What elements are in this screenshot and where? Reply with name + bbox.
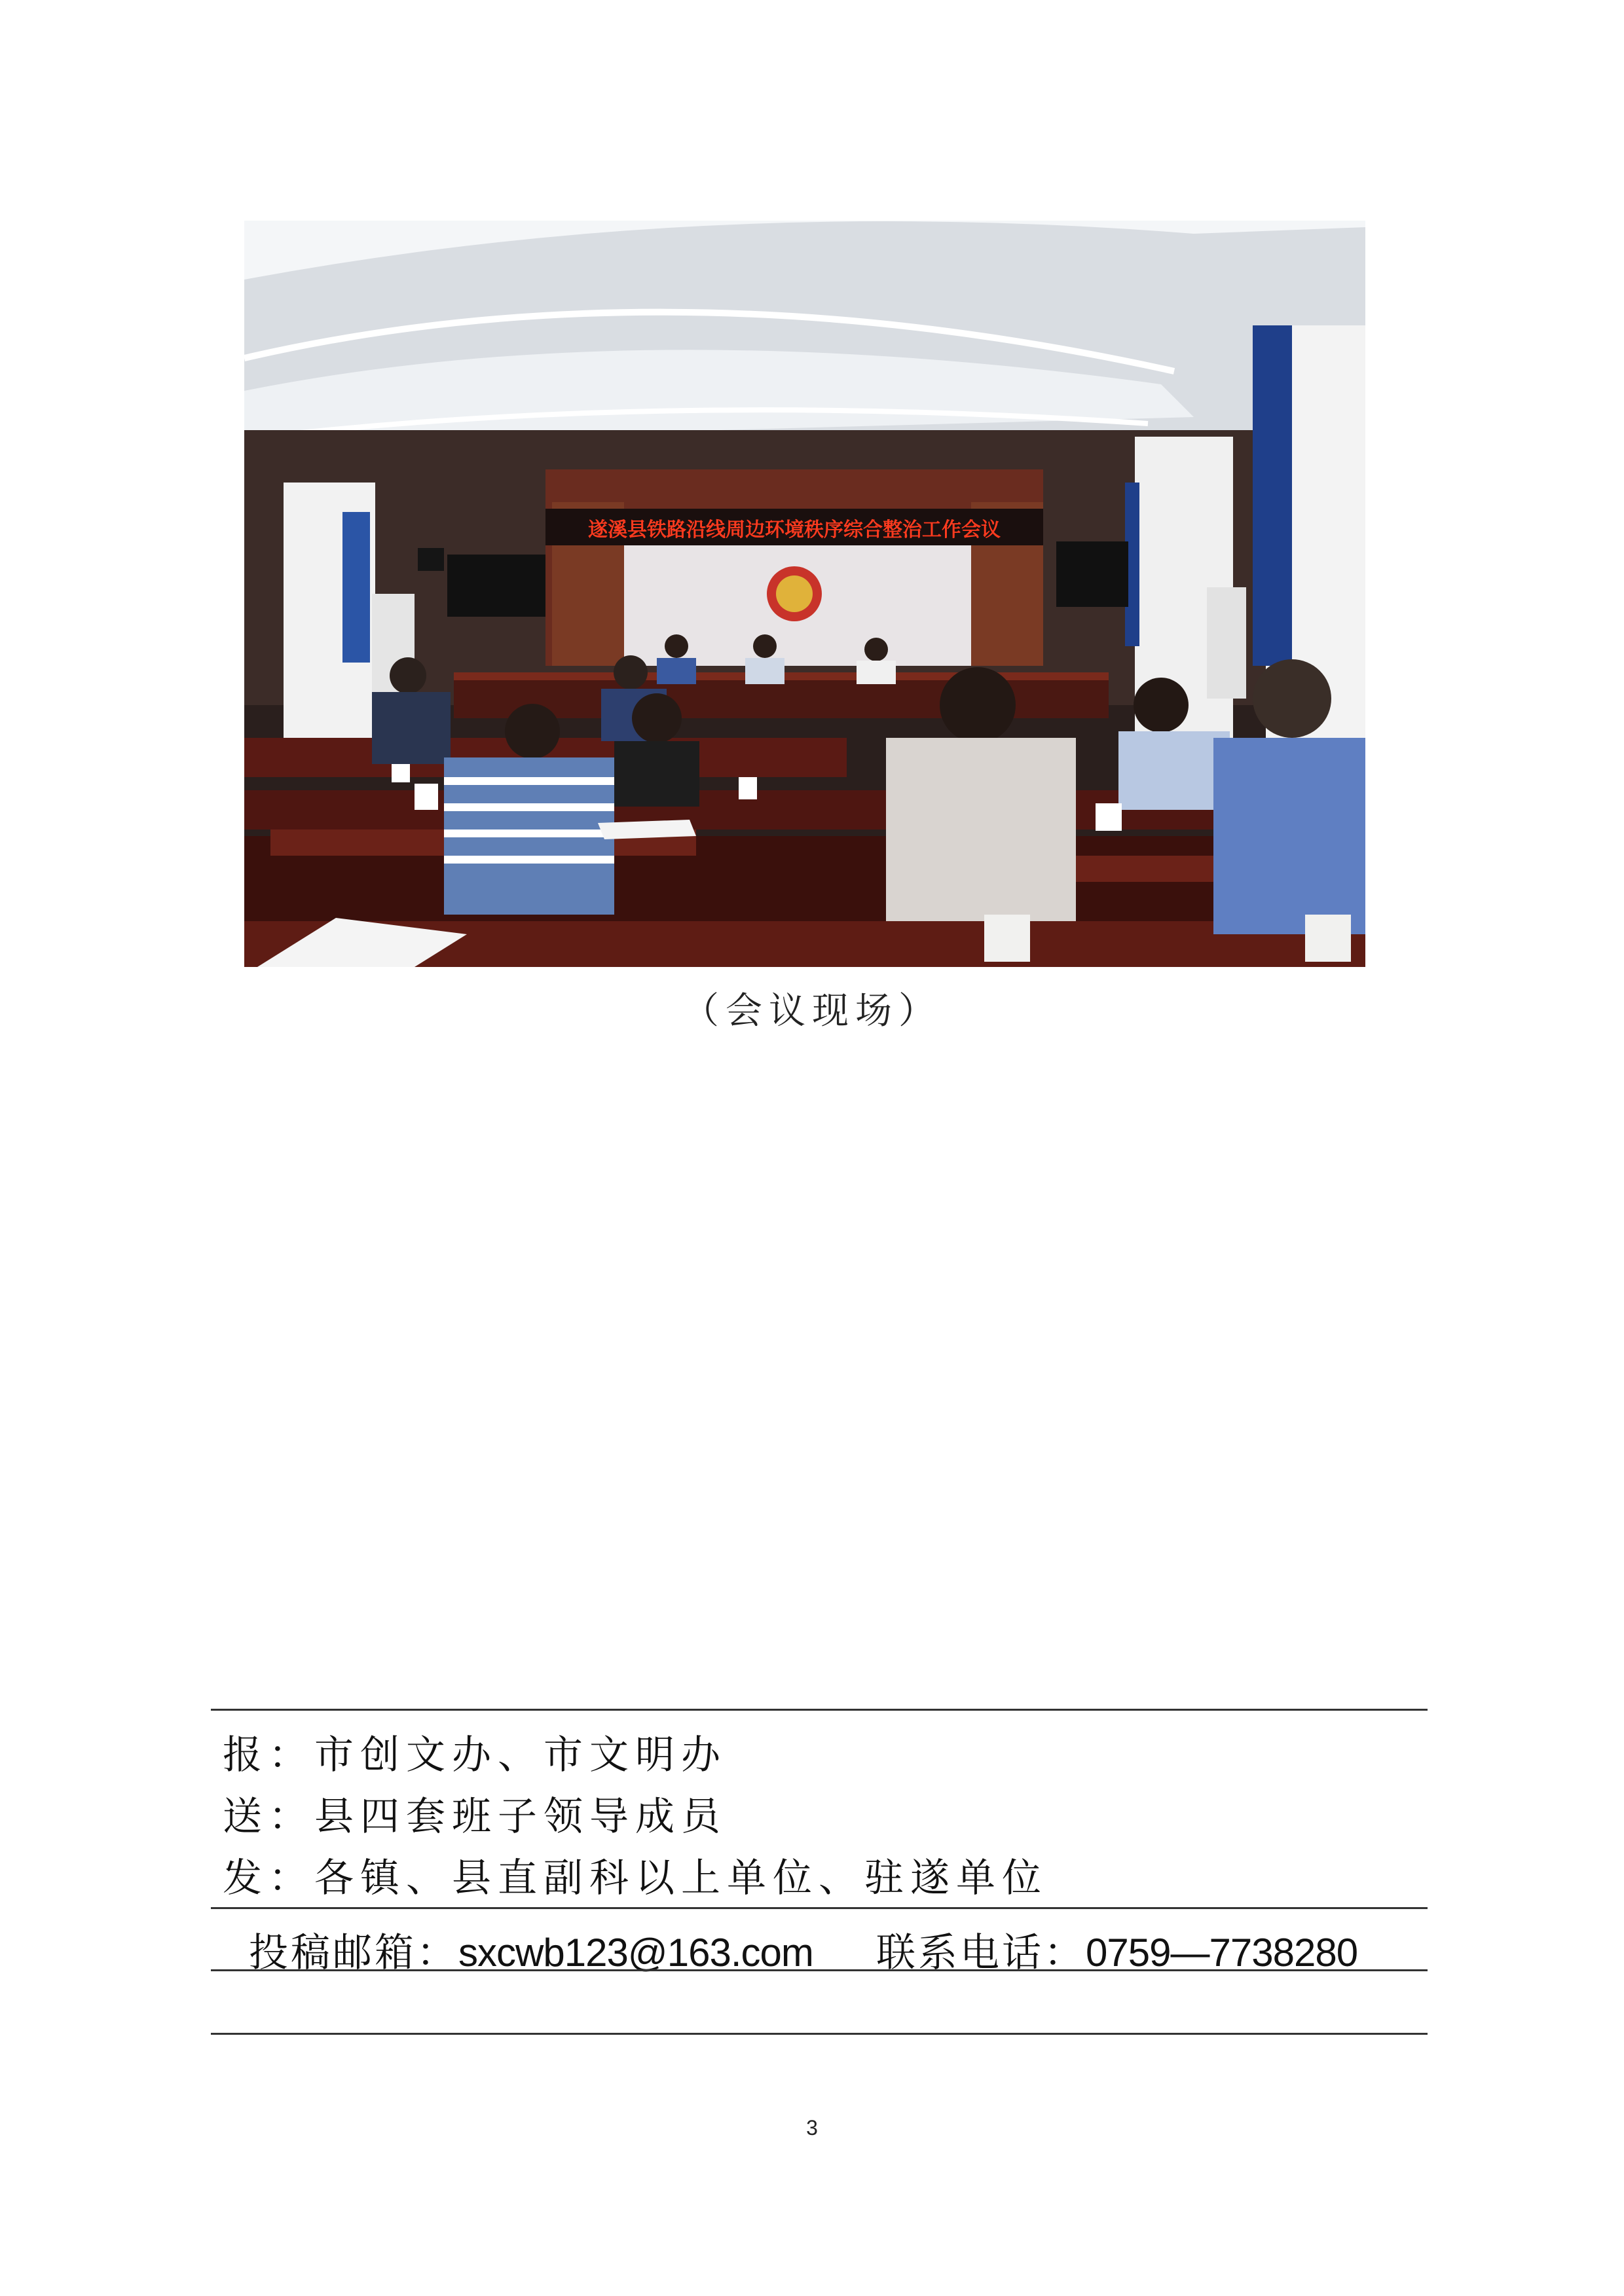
issue-to-line: 发：各镇、县直副科以上单位、驻遂单位: [223, 1855, 1048, 1901]
distribution-top-rule: [211, 1709, 1428, 1711]
phone-label: 联系电话：: [876, 1930, 1086, 1976]
contact-bottom-rule: [211, 1969, 1428, 1971]
led-banner-text: 遂溪县铁路沿线周边环境秩序综合整治工作会议: [588, 519, 1001, 541]
meeting-scene-illustration: [244, 221, 1365, 967]
email-address: sxcwb123@163.com: [458, 1931, 813, 1975]
photo-caption: （会议现场）: [682, 990, 942, 1032]
phone-number: 0759—7738280: [1086, 1931, 1358, 1975]
meeting-photo: [244, 221, 1365, 967]
page-number: 3: [806, 2116, 818, 2140]
footer-rule: [211, 2033, 1428, 2035]
contact-top-rule: [211, 1907, 1428, 1909]
email-label: 投稿邮箱：: [249, 1930, 458, 1976]
send-to-line: 送：县四套班子领导成员: [223, 1794, 727, 1840]
report-to-line: 报：市创文办、市文明办: [223, 1732, 727, 1778]
